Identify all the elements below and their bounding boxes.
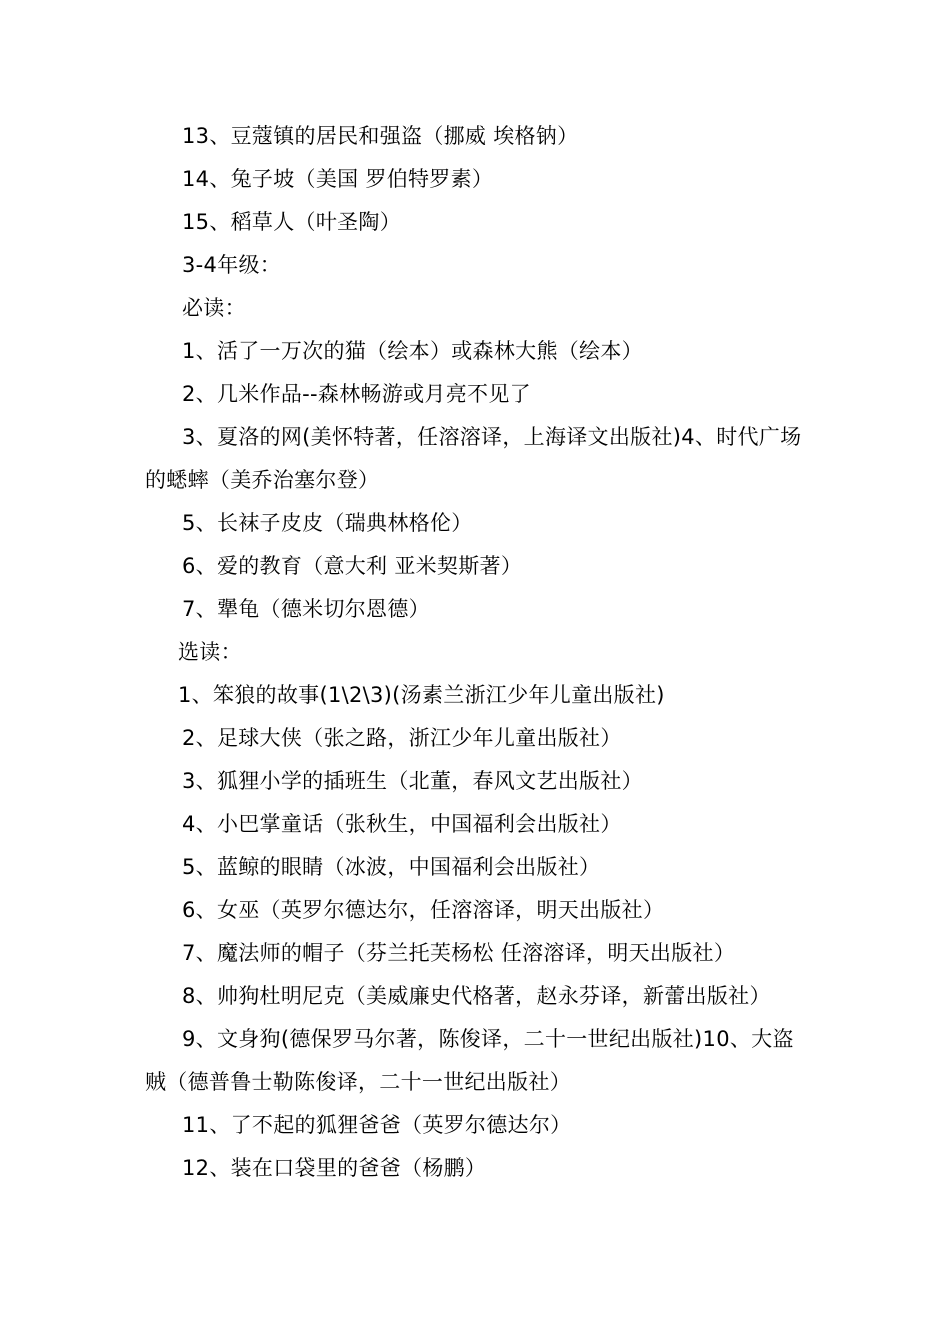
text-line-required-4-cont: 的蟋蟀（美乔治塞尔登） — [145, 468, 380, 492]
text-line-optional-2: 2、足球大侠（张之路，浙江少年儿童出版社） — [182, 726, 622, 750]
text-line-optional-7: 7、魔法师的帽子（芬兰托芙杨松 任溶溶译，明天出版社） — [182, 941, 736, 965]
text-line-book-15: 15、稻草人（叶圣陶） — [182, 210, 402, 234]
grade-heading: 3-4年级： — [182, 253, 282, 277]
required-heading: 必读： — [182, 296, 246, 320]
optional-heading: 选读： — [178, 640, 242, 664]
text-line-required-6: 6、爱的教育（意大利 亚米契斯著） — [182, 554, 523, 578]
text-line-optional-9: 9、文身狗(德保罗马尔著，陈俊译，二十一世纪出版社)10、大盗 — [182, 1027, 794, 1051]
text-line-optional-12: 12、装在口袋里的爸爸（杨鹏） — [182, 1156, 487, 1180]
text-line-optional-8: 8、帅狗杜明尼克（美威廉史代格著，赵永芬译，新蕾出版社） — [182, 984, 771, 1008]
text-line-book-13: 13、豆蔻镇的居民和强盗（挪威 埃格钠） — [182, 124, 579, 148]
text-line-required-5: 5、长袜子皮皮（瑞典林格伦） — [182, 511, 473, 535]
text-line-optional-10-cont: 贼（德普鲁士勒陈俊译，二十一世纪出版社） — [145, 1070, 571, 1094]
text-line-required-3: 3、夏洛的网(美怀特著，任溶溶译，上海译文出版社)4、时代广场 — [182, 425, 802, 449]
text-line-optional-6: 6、女巫（英罗尔德达尔，任溶溶译，明天出版社） — [182, 898, 665, 922]
text-line-book-14: 14、兔子坡（美国 罗伯特罗素） — [182, 167, 494, 191]
text-line-optional-4: 4、小巴掌童话（张秋生，中国福利会出版社） — [182, 812, 622, 836]
text-line-optional-1: 1、笨狼的故事(1\2\3)(汤素兰浙江少年儿童出版社) — [178, 683, 665, 707]
text-line-optional-5: 5、蓝鲸的眼睛（冰波，中国福利会出版社） — [182, 855, 601, 879]
text-line-optional-3: 3、狐狸小学的插班生（北董，春风文艺出版社） — [182, 769, 643, 793]
text-line-required-2: 2、几米作品--森林畅游或月亮不见了 — [182, 382, 531, 406]
text-line-required-1: 1、活了一万次的猫（绘本）或森林大熊（绘本） — [182, 339, 643, 363]
text-line-optional-11: 11、了不起的狐狸爸爸（英罗尔德达尔） — [182, 1113, 572, 1137]
text-line-required-7: 7、犟龟（德米切尔恩德） — [182, 597, 430, 621]
